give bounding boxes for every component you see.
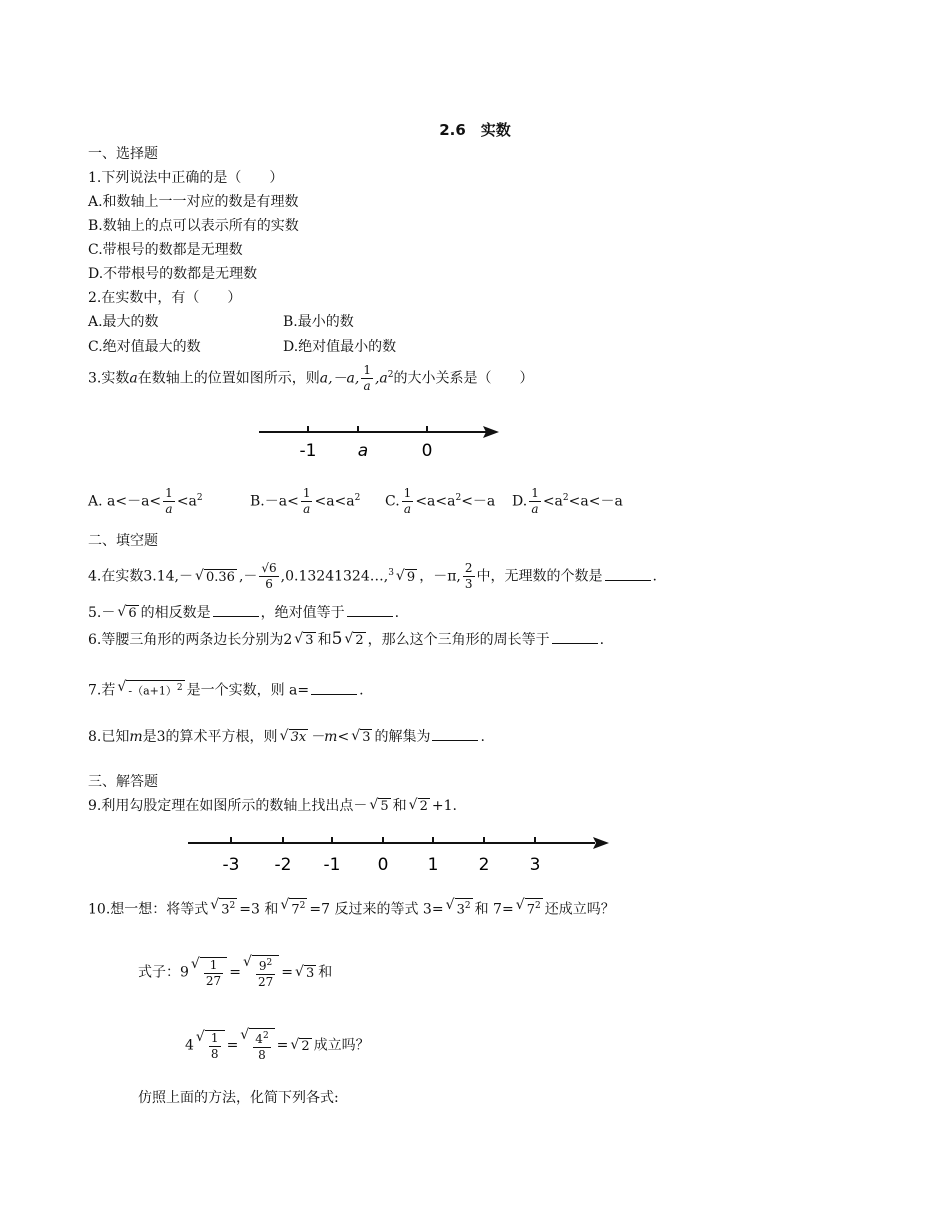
tick-label-3: 3 bbox=[529, 855, 541, 875]
q9-number-line bbox=[185, 832, 615, 877]
q3-option-a: A. a<－a< $\frac{1}{a}$ $<a^2$ bbox=[88, 486, 203, 516]
one-over-a: $\frac{1}{a}$ bbox=[363, 363, 371, 393]
tick-label-minus1: -1 bbox=[299, 441, 317, 461]
q10-imitate-instruction: 仿照上面的方法，化简下列各式: bbox=[138, 1090, 339, 1106]
tick-label-a: a bbox=[357, 441, 369, 461]
section-fill-heading: 二、填空题 bbox=[88, 533, 158, 549]
answer-blank[interactable] bbox=[213, 604, 259, 617]
answer-blank[interactable] bbox=[311, 682, 357, 695]
section-solve-heading: 三、解答题 bbox=[88, 774, 158, 790]
q1-option-c: C.带根号的数都是无理数 bbox=[88, 242, 243, 258]
q3-number-line bbox=[255, 418, 505, 463]
tick-label-minus3: -3 bbox=[222, 855, 240, 875]
q2-option-a: A.最大的数 bbox=[88, 314, 159, 330]
tick-label-minus2: -2 bbox=[274, 855, 292, 875]
q7-stem: 7.若√ $-(a+1)^2$ 是一个实数，则 a= . bbox=[88, 680, 364, 701]
q2-option-d: D.绝对值最小的数 bbox=[283, 339, 397, 355]
section-choice-heading: 一、选择题 bbox=[88, 146, 158, 162]
tick-label-2: 2 bbox=[478, 855, 490, 875]
tick-label-0: 0 bbox=[377, 855, 389, 875]
q3-stem: 3.实数a在数轴上的位置如图所示，则a,－a, $\frac{1}{a}$ $,a^2$的大小关系是（ ） bbox=[88, 363, 534, 393]
q10-stem: 10.想一想：将等式√ $3^2 =3$ 和√ $7^2 =7$ 反过来的等式 3=√ $3^2$ 和 7=√ $7^2$ 还成立吗？ bbox=[88, 898, 615, 919]
q3-option-c: C. $\frac{1}{a}$ $<a<a^2<-a$ bbox=[385, 486, 496, 516]
q5-stem: 5.－√ 6 的相反数是 ，绝对值等于 . bbox=[88, 604, 399, 623]
q6-stem: 6.等腰三角形的两条边长分别为2√ 3 和5√ 2 ，那么这个三角形的周长等于 . bbox=[88, 630, 604, 650]
answer-blank[interactable] bbox=[347, 604, 393, 617]
tick-label-minus1: -1 bbox=[323, 855, 341, 875]
q3-option-d: D. $\frac{1}{a}$ $<a^2<a<-a$ bbox=[512, 486, 623, 516]
tick-label-0: 0 bbox=[421, 441, 433, 461]
answer-blank[interactable] bbox=[432, 728, 478, 741]
q2-option-c: C.绝对值最大的数 bbox=[88, 339, 201, 355]
q1-option-d: D.不带根号的数都是无理数 bbox=[88, 266, 258, 282]
q2-stem: 2.在实数中，有（ ） bbox=[88, 290, 242, 306]
q4-stem: 4.在实数3.14,－√ 0.36 ,－ $\frac{√6}{6}$ ,0.13241324…,$^3$√ 9 ，－π, $\frac{2}{3}$ 中，无理数的个数是 . bbox=[88, 561, 657, 592]
page-title: 2.6 实数 bbox=[439, 121, 511, 139]
q3-option-b: B.－a< $\frac{1}{a}$ $<a<a^2$ bbox=[250, 486, 361, 516]
q1-option-b: B.数轴上的点可以表示所有的实数 bbox=[88, 218, 299, 234]
answer-blank[interactable] bbox=[605, 568, 651, 581]
q10-formula-1: 式子：9 √ $\frac{1}{27}$ = √ $\frac{9^2}{27}$ =√ 3 和 bbox=[138, 955, 332, 990]
q1-option-a: A.和数轴上一一对应的数是有理数 bbox=[88, 194, 299, 210]
q1-stem: 1.下列说法中正确的是（ ） bbox=[88, 170, 284, 186]
q8-stem: 8.已知m是3的算术平方根，则√ 3x －m<√ 3 的解集为 . bbox=[88, 728, 485, 747]
q9-stem: 9.利用勾股定理在如图所示的数轴上找出点－√ 5 和√ 2 +1. bbox=[88, 797, 457, 816]
tick-label-1: 1 bbox=[427, 855, 439, 875]
answer-blank[interactable] bbox=[552, 631, 598, 644]
q2-option-b: B.最小的数 bbox=[283, 314, 354, 330]
q10-formula-2: 4 √ $\frac{1}{8}$ = √ $\frac{4^2}{8}$ =√ 2 成立吗？ bbox=[185, 1028, 370, 1063]
